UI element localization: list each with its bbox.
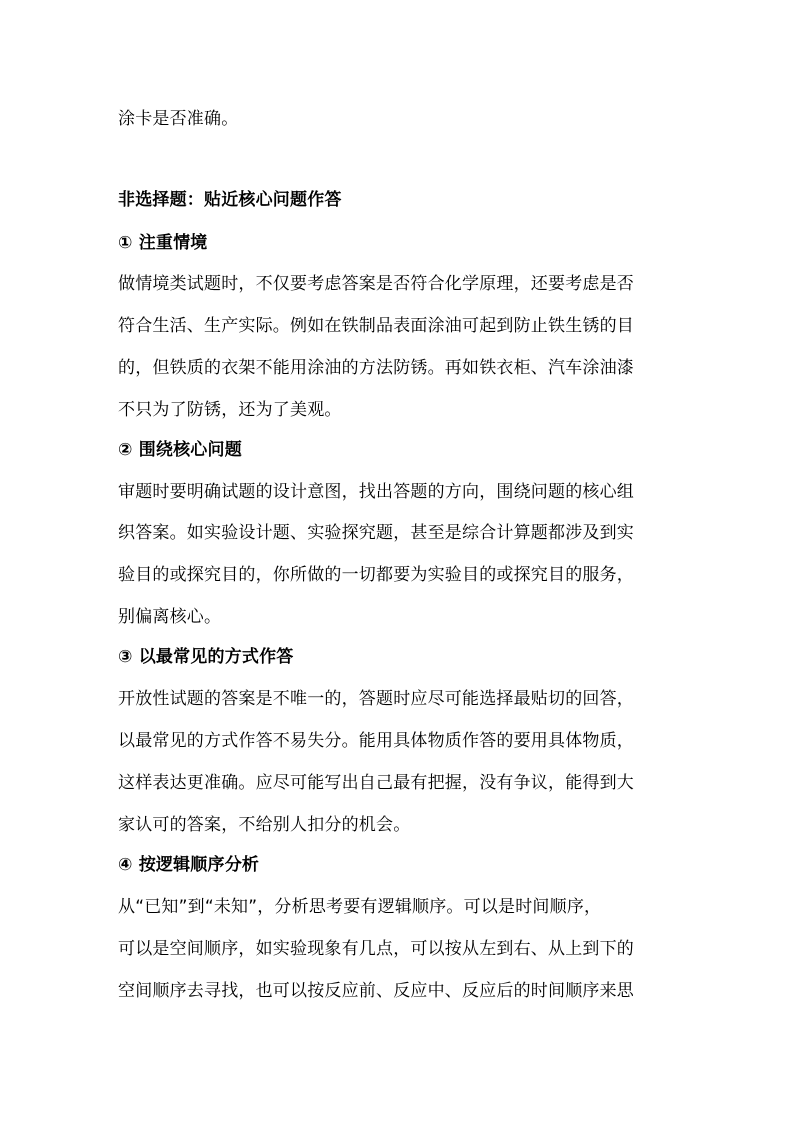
item-3-line-1: 开放性试题的答案是不唯一的，答题时应尽可能选择最贴切的回答， bbox=[118, 689, 634, 709]
item-4-heading: ④ 按逻辑顺序分析 bbox=[118, 855, 260, 875]
item-2-heading: ② 围绕核心问题 bbox=[118, 440, 242, 460]
item-1-line-1: 做情境类试题时，不仅要考虑答案是否符合化学原理，还要考虑是否 bbox=[118, 274, 634, 294]
item-2-line-2: 织答案。如实验设计题、实验探究题，甚至是综合计算题都涉及到实 bbox=[118, 523, 634, 543]
item-3-line-2: 以最常见的方式作答不易失分。能用具体物质作答的要用具体物质， bbox=[118, 731, 634, 751]
item-1-line-2: 符合生活、生产实际。例如在铁制品表面涂油可起到防止铁生锈的目 bbox=[118, 316, 634, 336]
item-1-heading: ① 注重情境 bbox=[118, 233, 208, 253]
item-4-line-3: 空间顺序去寻找，也可以按反应前、反应中、反应后的时间顺序来思 bbox=[118, 981, 634, 1001]
item-2-line-4: 别偏离核心。 bbox=[118, 607, 222, 627]
item-2-line-1: 审题时要明确试题的设计意图，找出答题的方向，围绕问题的核心组 bbox=[118, 482, 634, 502]
item-3-heading: ③ 以最常见的方式作答 bbox=[118, 647, 294, 667]
item-1-line-3: 的，但铁质的衣架不能用涂油的方法防锈。再如铁衣柜、汽车涂油漆 bbox=[118, 358, 634, 378]
intro-tail-text: 涂卡是否准确。 bbox=[118, 109, 239, 129]
section-title: 非选择题：贴近核心问题作答 bbox=[118, 190, 342, 210]
item-3-line-4: 家认可的答案，不给别人扣分的机会。 bbox=[118, 815, 411, 835]
item-2-line-3: 验目的或探究目的，你所做的一切都要为实验目的或探究目的服务， bbox=[118, 565, 634, 585]
item-4-line-1: 从“已知”到“未知”，分析思考要有逻辑顺序。可以是时间顺序， bbox=[118, 897, 602, 917]
item-3-line-3: 这样表达更准确。应尽可能写出自己最有把握，没有争议，能得到大 bbox=[118, 773, 634, 793]
item-1-line-4: 不只为了防锈，还为了美观。 bbox=[118, 400, 342, 420]
item-4-line-2: 可以是空间顺序，如实验现象有几点，可以按从左到右、从上到下的 bbox=[118, 939, 634, 959]
